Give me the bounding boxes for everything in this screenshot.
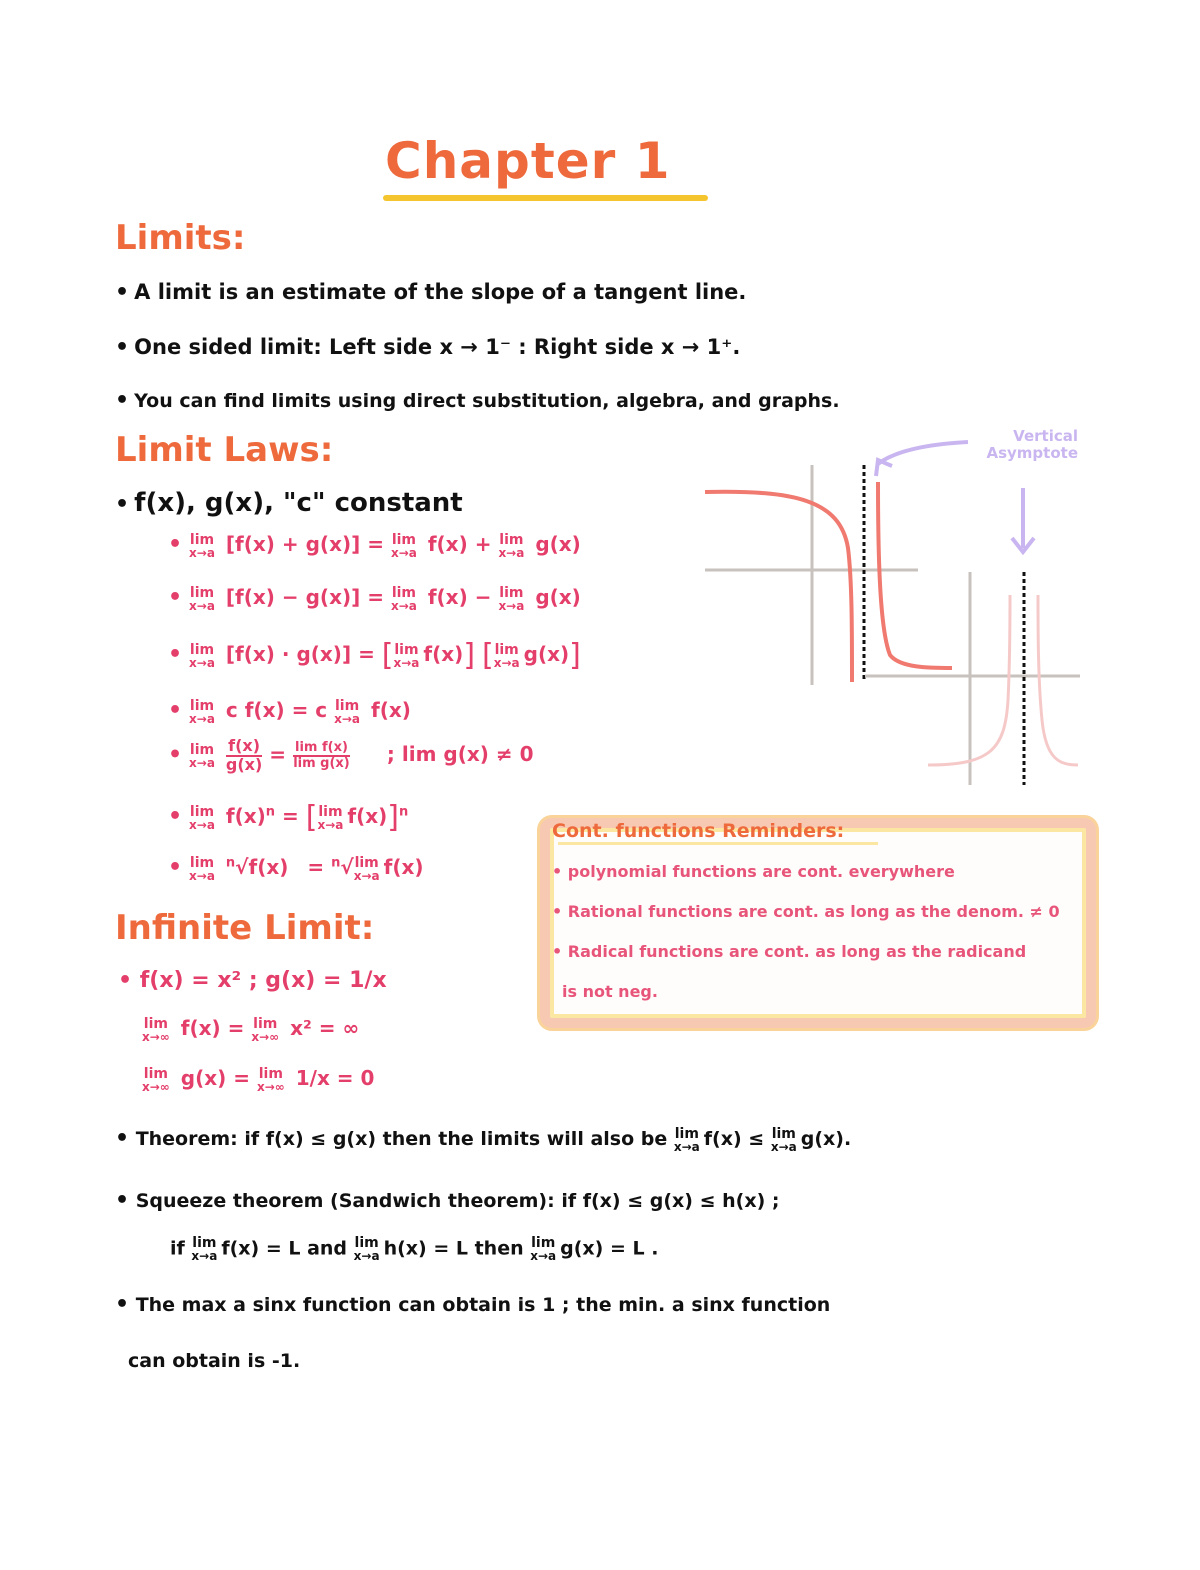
list-item: is not neg. bbox=[562, 982, 658, 1001]
lim-operator: lim x→∞ bbox=[142, 1015, 170, 1044]
infinite-limit-def: • f(x) = x² ; g(x) = 1/x bbox=[118, 968, 387, 993]
bullet: • bbox=[168, 642, 183, 667]
infinite-limit-line-1: lim x→∞ f(x) = lim x→∞ x² = ∞ bbox=[142, 1015, 360, 1044]
graph-1 bbox=[705, 465, 952, 685]
lim-operator: lim x→a bbox=[353, 854, 380, 883]
infinite-limit-line-2: lim x→∞ g(x) = lim x→∞ 1/x = 0 bbox=[142, 1065, 375, 1094]
list-item: • Radical functions are cont. as long as the radicand bbox=[552, 942, 1027, 961]
law-lhs: √f(x) bbox=[235, 855, 289, 879]
law-lhs: c f(x) bbox=[225, 698, 285, 722]
lim-operator: lim x→a bbox=[189, 641, 215, 670]
lim-operator: lim x→a bbox=[498, 531, 525, 560]
limits-heading: Limits: bbox=[115, 218, 246, 258]
curve-left bbox=[705, 492, 852, 682]
lim-operator: lim x→a bbox=[353, 1235, 380, 1263]
lim-operator: lim x→∞ bbox=[251, 1015, 280, 1044]
curve-right bbox=[1038, 595, 1078, 765]
theorem-4: • The max a sinx function can obtain is 1 ; the min. a sinx function bbox=[115, 1292, 831, 1317]
law-lhs: f(x) bbox=[225, 804, 266, 828]
bullet: • bbox=[168, 855, 183, 880]
lim-operator: lim x→∞ bbox=[256, 1065, 285, 1094]
law-product: • lim x→a [f(x) · g(x)] = [ lim x→a f(x)] [ lim x→a g(x)] bbox=[168, 638, 581, 673]
lim-operator: lim x→a bbox=[390, 531, 417, 560]
lim-operator: lim x→a bbox=[498, 584, 525, 613]
law-root: • lim x→a $^n$√f(x) = $^n$√ lim x→a f(x) bbox=[168, 854, 424, 883]
bullet: • bbox=[115, 280, 130, 305]
lim-operator: lim x→a bbox=[189, 741, 215, 770]
bullet: • bbox=[168, 804, 183, 829]
list-item bbox=[115, 488, 463, 518]
law-difference: • lim x→a [f(x) − g(x)] = lim x→a f(x) − lim x→a g(x) bbox=[168, 584, 581, 613]
theorem-5: can obtain is -1. bbox=[128, 1350, 301, 1372]
law-power: • lim x→a $f(x)^n$ = [ lim x→a f(x)]$^n$ bbox=[168, 800, 409, 835]
law-lhs: [f(x) − g(x)] bbox=[225, 585, 361, 609]
bullet: • bbox=[168, 585, 183, 610]
limits-item-1: A limit is an estimate of the slope of a tangent line. bbox=[134, 280, 747, 304]
page-title: Chapter 1 bbox=[385, 132, 671, 190]
lim-operator: lim x→a bbox=[393, 641, 420, 670]
list-item: • Rational functions are cont. as long as the denom. ≠ 0 bbox=[552, 902, 1060, 921]
list-item bbox=[115, 335, 740, 360]
bullet: • bbox=[168, 742, 183, 768]
law-lhs: [f(x) + g(x)] bbox=[225, 532, 361, 556]
lim-operator: lim x→a bbox=[673, 1125, 700, 1154]
bullet: • bbox=[168, 532, 183, 557]
lim-operator: lim x→a bbox=[189, 531, 215, 560]
graph-2 bbox=[865, 572, 1080, 785]
theorem-1: • Theorem: if f(x) ≤ g(x) then the limits will also be lim x→a f(x) ≤ lim x→a g(x). bbox=[115, 1125, 852, 1154]
lim-operator: lim x→a bbox=[191, 1235, 218, 1263]
infinite-limit-heading: Infinite Limit: bbox=[115, 908, 375, 948]
bullet: • bbox=[118, 968, 133, 993]
quotient-fraction: $\frac{f(x)}{g(x)}$ bbox=[225, 736, 263, 774]
lim-operator: lim x→a bbox=[189, 697, 215, 726]
quotient-condition: ; lim g(x) ≠ 0 bbox=[386, 742, 534, 767]
bullet: • bbox=[115, 388, 130, 413]
arrowhead-icon bbox=[876, 460, 892, 476]
bullet: • bbox=[115, 335, 130, 360]
law-lhs: [f(x) · g(x)] bbox=[225, 642, 352, 666]
reminders-title-underline bbox=[558, 842, 878, 845]
title-underline bbox=[383, 195, 708, 201]
limits-item-2: One sided limit: Left side x → 1⁻ : Right side x → 1⁺. bbox=[134, 335, 741, 359]
arrow-icon bbox=[878, 442, 968, 464]
asymptote-graph bbox=[700, 420, 1090, 800]
lim-operator: lim x→a bbox=[390, 584, 417, 613]
law-constant: • lim x→a c f(x) = c lim x→a f(x) bbox=[168, 697, 411, 726]
list-item bbox=[115, 388, 840, 413]
lim-operator: lim x→∞ bbox=[142, 1065, 170, 1094]
theorem-3: if lim x→a f(x) = L and lim x→a h(x) = L then lim x→a g(x) = L . bbox=[170, 1235, 659, 1263]
list-item: • polynomial functions are cont. everywhere bbox=[552, 862, 955, 881]
vertical-asymptote-label: Vertical Asymptote bbox=[986, 427, 1078, 463]
lim-operator: lim x→a bbox=[530, 1235, 557, 1263]
law-sum: • lim x→a [f(x) + g(x)] = lim x→a f(x) + lim x→a g(x) bbox=[168, 531, 581, 560]
quotient-limit-fraction: $\frac{\text{lim f(x)}}{\text{lim g(x)}}$ bbox=[293, 740, 350, 771]
lim-operator: lim x→a bbox=[189, 584, 215, 613]
bullet: • bbox=[168, 698, 183, 723]
limit-laws-heading: Limit Laws: bbox=[115, 430, 334, 470]
limits-item-3: You can find limits using direct substitution, algebra, and graphs. bbox=[134, 390, 840, 412]
bullet: • bbox=[115, 492, 130, 517]
lim-operator: lim x→a bbox=[770, 1125, 797, 1154]
lim-operator: lim x→a bbox=[189, 854, 215, 883]
lim-operator: lim x→a bbox=[493, 641, 520, 670]
lim-operator: lim x→a bbox=[189, 803, 215, 832]
reminders-title: Cont. functions Reminders: bbox=[552, 820, 845, 842]
lim-operator: lim x→a bbox=[317, 803, 344, 832]
theorem-2: • Squeeze theorem (Sandwich theorem): if f(x) ≤ g(x) ≤ h(x) ; bbox=[115, 1188, 780, 1213]
lim-operator: lim x→a bbox=[334, 697, 361, 726]
law-quotient: • lim x→a $\frac{f(x)}{g(x)}$ = $\frac{\text{lim f(x)}}{\text{lim g(x)}}$ ; lim g(x) ≠ 0 bbox=[168, 736, 534, 774]
curve-right bbox=[878, 482, 952, 668]
list-item bbox=[115, 280, 746, 305]
limit-laws-intro: f(x), g(x), "c" constant bbox=[134, 488, 463, 518]
